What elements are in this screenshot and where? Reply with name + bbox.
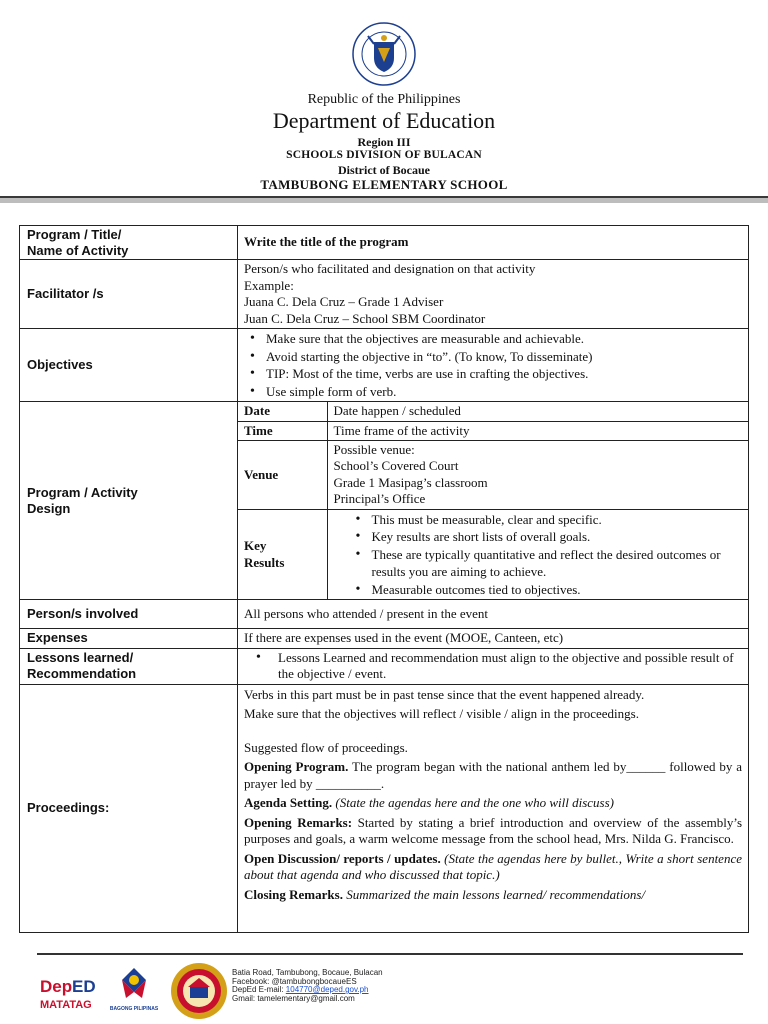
design-label bbox=[20, 402, 238, 600]
persons-row bbox=[20, 600, 749, 629]
opening-remarks-title: Opening Remarks: bbox=[244, 814, 353, 830]
key-result-item: • Measurable outcomes tied to objectives. bbox=[350, 581, 743, 599]
proceedings-value bbox=[238, 684, 749, 932]
bagong-pilipinas-logo bbox=[108, 964, 160, 1014]
facilitator-line-3: Juana C. Dela Cruz – Grade 1 Adviser bbox=[244, 294, 444, 309]
design-value bbox=[238, 402, 749, 600]
facilitator-label: Facilitator /s bbox=[20, 260, 238, 329]
time-value: Time frame of the activity bbox=[327, 421, 748, 440]
region-line: Region III bbox=[357, 135, 411, 149]
open-discussion-title: Open Discussion/ reports / updates. bbox=[244, 850, 441, 866]
venue-label: Venue bbox=[238, 440, 327, 509]
activity-report-table bbox=[19, 225, 749, 933]
expenses-value: If there are expenses used in the event (MOOE, Canteen, etc) bbox=[238, 629, 749, 649]
facilitator-line-4: Juan C. Dela Cruz – School SBM Coordinator bbox=[244, 310, 486, 326]
facilitator-row bbox=[20, 260, 749, 329]
republic-line: Republic of the Philippines bbox=[307, 92, 461, 107]
closing-remarks bbox=[244, 887, 742, 904]
persons-label: Person/s involved bbox=[20, 600, 238, 629]
division-line: SCHOOLS DIVISION OF BULACAN bbox=[286, 149, 482, 161]
program-label-line-1: Program / Title/ bbox=[27, 226, 122, 242]
program-label-line-2: Name of Activity bbox=[27, 242, 129, 258]
facilitator-value bbox=[238, 260, 749, 329]
department-title: Department of Education bbox=[272, 108, 496, 133]
key-results-label bbox=[238, 509, 327, 599]
footer-email-link[interactable]: 104770@deped.gov.ph bbox=[285, 985, 369, 994]
facilitator-line-1: Person/s who facilitated and designation on that activity bbox=[244, 261, 536, 276]
proceedings-intro-1: Verbs in this part must be in past tense since that the event happened already. bbox=[244, 686, 645, 702]
design-label-line-2: Design bbox=[27, 500, 71, 516]
key-result-item: • Key results are short lists of overall goals. bbox=[350, 528, 743, 546]
venue-line: Possible venue: bbox=[333, 441, 415, 457]
svg-text:ED: ED bbox=[72, 977, 96, 996]
venue-line: Grade 1 Masipag’s classroom bbox=[333, 474, 488, 490]
program-value: Write the title of the program bbox=[238, 226, 749, 260]
agenda-setting-title: Agenda Setting. bbox=[244, 795, 333, 810]
lessons-label-line-2: Recommendation bbox=[27, 666, 137, 681]
objective-item: • Use simple form of verb. bbox=[244, 383, 742, 401]
closing-remarks-text: Summarized the main lessons learned/ recommendations/ bbox=[342, 886, 646, 902]
svg-text:MATATAG: MATATAG bbox=[40, 999, 92, 1011]
lessons-value bbox=[238, 648, 749, 684]
footer-gmail: Gmail: tamelementary@gmail.com bbox=[232, 993, 355, 1003]
svg-text:Dep: Dep bbox=[40, 977, 73, 996]
key-result-item: • These are typically quantitative and reflect the desired outcomes or results you are aiming to achieve. bbox=[350, 546, 743, 581]
key-result-item: • This must be measurable, clear and specific. bbox=[350, 511, 743, 529]
expenses-row bbox=[20, 629, 749, 649]
footer-divider bbox=[37, 953, 743, 955]
persons-value: All persons who attended / present in the event bbox=[238, 600, 749, 629]
agenda-setting-text: (State the agendas here and the one who will discuss) bbox=[332, 795, 614, 810]
opening-program-text: The program began with the national anthem led by______ followed by a prayer led by __________. bbox=[244, 759, 742, 791]
objective-item: • Avoid starting the objective in “to”. (To know, To disseminate) bbox=[244, 348, 742, 366]
design-subtable bbox=[238, 402, 748, 599]
agenda-setting bbox=[244, 795, 742, 812]
lessons-label-line-1: Lessons learned/ bbox=[27, 650, 134, 665]
school-name: TAMBUBONG ELEMENTARY SCHOOL bbox=[260, 177, 508, 192]
open-discussion-text: (State the agendas here by bullet., Write a short sentence about that agenda and who discussed that topic.) bbox=[244, 850, 742, 882]
lessons-label bbox=[20, 648, 238, 684]
school-seal-logo bbox=[170, 962, 228, 1020]
open-discussion bbox=[244, 851, 742, 884]
expenses-label: Expenses bbox=[20, 629, 238, 649]
opening-program bbox=[244, 759, 742, 792]
date-label: Date bbox=[238, 402, 327, 421]
date-value: Date happen / scheduled bbox=[327, 402, 748, 421]
objective-item: • Make sure that the objectives are measurable and achievable. bbox=[244, 330, 742, 348]
opening-program-title: Opening Program. bbox=[244, 759, 349, 774]
footer-email-label: DepEd E-mail: bbox=[232, 985, 286, 994]
deped-seal-logo bbox=[352, 22, 416, 86]
objective-item: • TIP: Most of the time, verbs are use in crafting the objectives. bbox=[244, 365, 742, 383]
facilitator-line-2: Example: bbox=[244, 277, 294, 293]
district-line: District of Bocaue bbox=[338, 163, 430, 177]
footer-address: Batia Road, Tambubong, Bocaue, Bulacan bbox=[232, 968, 383, 977]
header-divider bbox=[0, 196, 768, 203]
opening-remarks-text: Started by stating a brief introduction and overview of the assembly’s purposes and goals, a warm welcome message from the school head, Mrs. Nilda G. Francisco. bbox=[244, 814, 742, 846]
objectives-row bbox=[20, 329, 749, 402]
proceedings-label: Proceedings: bbox=[20, 684, 238, 932]
key-label-line-2: Results bbox=[244, 555, 285, 571]
key-label-line-1: Key bbox=[244, 538, 267, 554]
proceedings-row bbox=[20, 684, 749, 932]
deped-matatag-logo bbox=[38, 972, 100, 1014]
closing-remarks-title: Closing Remarks. bbox=[244, 886, 343, 902]
footer-contact bbox=[232, 969, 383, 1003]
venue-value bbox=[327, 440, 748, 509]
footer-facebook: Facebook: @tambubongbocaueES bbox=[232, 976, 357, 986]
svg-text:BAGONG PILIPINAS: BAGONG PILIPINAS bbox=[109, 1006, 159, 1012]
design-label-line-1: Program / Activity bbox=[27, 484, 138, 500]
venue-line: Principal’s Office bbox=[333, 491, 426, 506]
objectives-value bbox=[238, 329, 749, 402]
program-row bbox=[20, 226, 749, 260]
lessons-item: • Lessons Learned and recommendation must align to the objective and possible result of the objective / event. bbox=[250, 650, 742, 682]
lessons-row bbox=[20, 648, 749, 684]
program-label bbox=[20, 226, 238, 260]
time-label: Time bbox=[238, 421, 327, 440]
opening-remarks bbox=[244, 815, 742, 848]
venue-line: School’s Covered Court bbox=[333, 458, 459, 473]
key-results-value bbox=[327, 509, 748, 599]
design-row bbox=[20, 402, 749, 600]
proceedings-intro-2: Make sure that the objectives will reflect / visible / align in the proceedings. bbox=[244, 706, 639, 721]
objectives-label: Objectives bbox=[20, 329, 238, 402]
proceedings-flow: Suggested flow of proceedings. bbox=[244, 739, 408, 755]
